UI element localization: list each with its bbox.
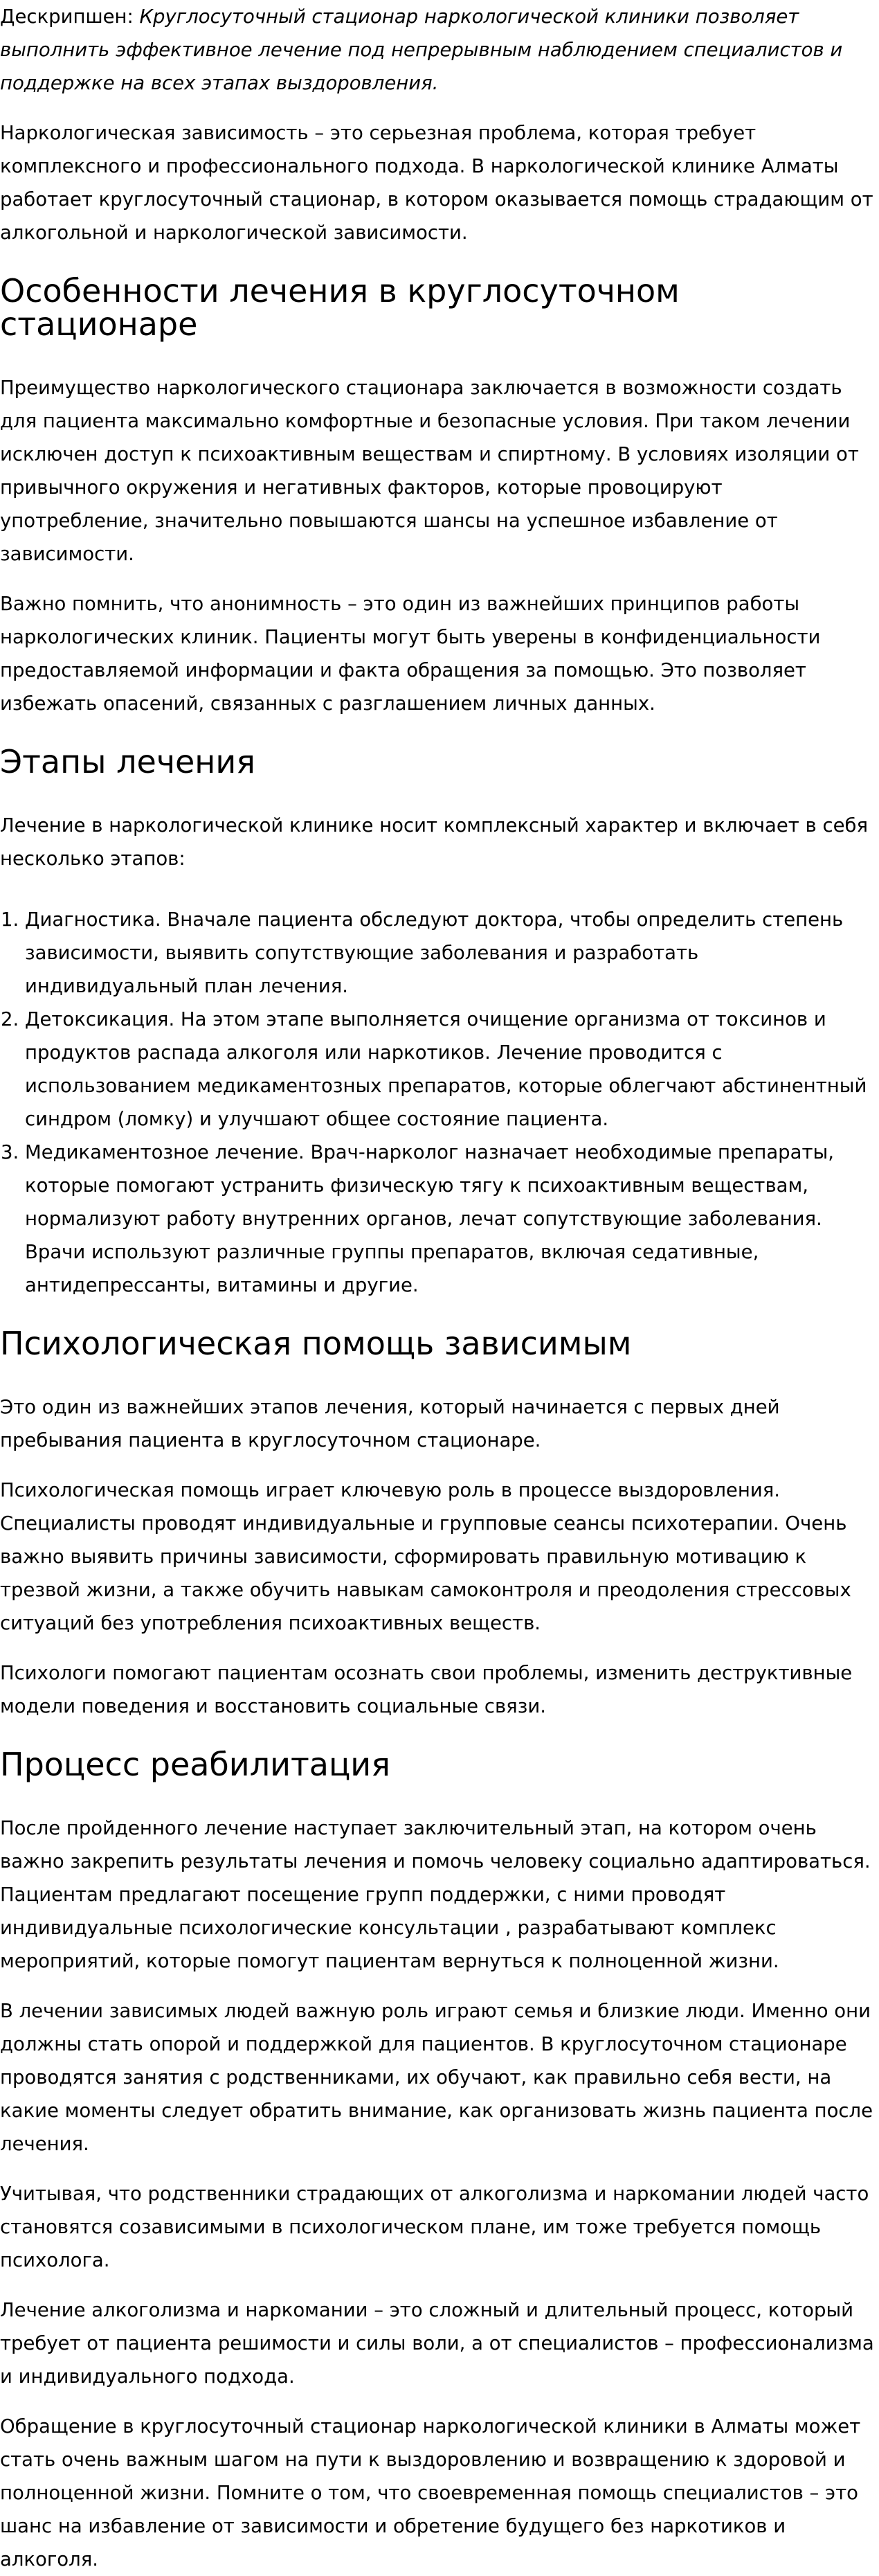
section-paragraph: Лечение алкоголизма и наркомании – это сложный и длительный процесс, который требует от пациента решимости и силы воли, а от специалистов – профессионализма и индивидуального подхода. (0, 2299, 874, 2388)
section-heading-features: Особенности лечения в круглосуточном стационаре (0, 272, 680, 343)
description-text: Круглосуточный стационар наркологической клиники позволяет выполнить эффективное лечение под непрерывным наблюдением специалистов и поддержке на всех этапах выздоровления. (0, 6, 843, 94)
section-heading-rehabilitation: Процесс реабилитация (0, 1746, 390, 1783)
description-label: Дескрипшен: (0, 6, 134, 28)
intro-paragraph: Наркологическая зависимость – это серьезная проблема, которая требует комплексного и профессионального подхода. В наркологической клинике Алматы работает круглосуточный стационар, в котором оказывается помощь страдающим от алкогольной и наркологической зависимости. (0, 122, 873, 244)
section-paragraph: Учитывая, что родственники страдающих от алкоголизма и наркомании людей часто становятся созависимыми в психологическом плане, им тоже требуется помощь психолога. (0, 2183, 869, 2271)
section-paragraph: После пройденного лечение наступает заключительный этап, на котором очень важно закрепить результаты лечения и помочь человеку социально адаптироваться. Пациентам предлагают посещение групп поддержки, с ними проводят индивидуальные психологические консультации , разрабатывают комплекс мероприятий, которые помогут пациентам вернуться к полноценной жизни. (0, 1817, 871, 1972)
section-paragraph: В лечении зависимых людей важную роль играют семья и близкие люди. Именно они должны стать опорой и поддержкой для пациентов. В круглосуточном стационаре проводятся занятия с родственниками, их обучают, как правильно себя вести, на какие моменты следует обратить внимание, как организовать жизнь пациента после лечения. (0, 2000, 873, 2155)
section-paragraph: Важно помнить, что анонимность – это один из важнейших принципов работы наркологических клиник. Пациенты могут быть уверены в конфиденциальности предоставляемой информации и факта обращения за помощью. Это позволяет избежать опасений, связанных с разглашением личных данных. (0, 593, 821, 715)
list-item: 2. Детоксикация. На этом этапе выполняется очищение организма от токсинов и продуктов распада алкоголя или наркотиков. Лечение проводится с использованием медикаментозных препаратов, которые облегчают абстинентный синдром (ломку) и улучшают общее состояние пациента. (25, 1003, 876, 1136)
section-paragraph: Обращение в круглосуточный стационар наркологической клиники в Алматы может стать очень важным шагом на пути к выздоровлению и возвращению к здоровой и полноценной жизни. Помните о том, что своевременная помощь специалистов – это шанс на избавление от зависимости и обретение будущего без наркотиков и алкоголя. (0, 2415, 861, 2570)
list-item: 3. Медикаментозное лечение. Врач-нарколог назначает необходимые препараты, которые помогают устранить физическую тягу к психоактивным веществам, нормализуют работу внутренних органов, лечат сопутствующие заболевания. Врачи используют различные группы препаратов, включая седативные, антидепрессанты, витамины и другие. (25, 1136, 876, 1302)
section-paragraph: Преимущество наркологического стационара заключается в возможности создать для пациента максимально комфортные и безопасные условия. При таком лечении исключен доступ к психоактивным веществам и спиртному. В условиях изоляции от привычного окружения и негативных факторов, которые провоцируют употребление, значительно повышаются шансы на успешное избавление от зависимости. (0, 377, 859, 565)
section-heading-psychology: Психологическая помощь зависимым (0, 1325, 632, 1362)
description-paragraph (0, 0, 876, 100)
section-paragraph: Лечение в наркологической клинике носит комплексный характер и включает в себя несколько этапов: (0, 814, 869, 870)
section-paragraph: Психологи помогают пациентам осознать свои проблемы, изменить деструктивные модели поведения и восстановить социальные связи. (0, 1662, 853, 1717)
stages-list (0, 903, 876, 1302)
section-paragraph: Психологическая помощь играет ключевую роль в процессе выздоровления. Специалисты проводят индивидуальные и групповые сеансы психотерапии. Очень важно выявить причины зависимости, сформировать правильную мотивацию к трезвой жизни, а также обучить навыкам самоконтроля и преодоления стрессовых ситуаций без употребления психоактивных веществ. (0, 1479, 851, 1634)
section-paragraph: Это один из важнейших этапов лечения, который начинается с первых дней пребывания пациента в круглосуточном стационаре. (0, 1396, 780, 1451)
section-heading-stages: Этапы лечения (0, 743, 255, 780)
list-item: 1. Диагностика. Вначале пациента обследуют доктора, чтобы определить степень зависимости, выявить сопутствующие заболевания и разработать индивидуальный план лечения. (25, 903, 876, 1003)
